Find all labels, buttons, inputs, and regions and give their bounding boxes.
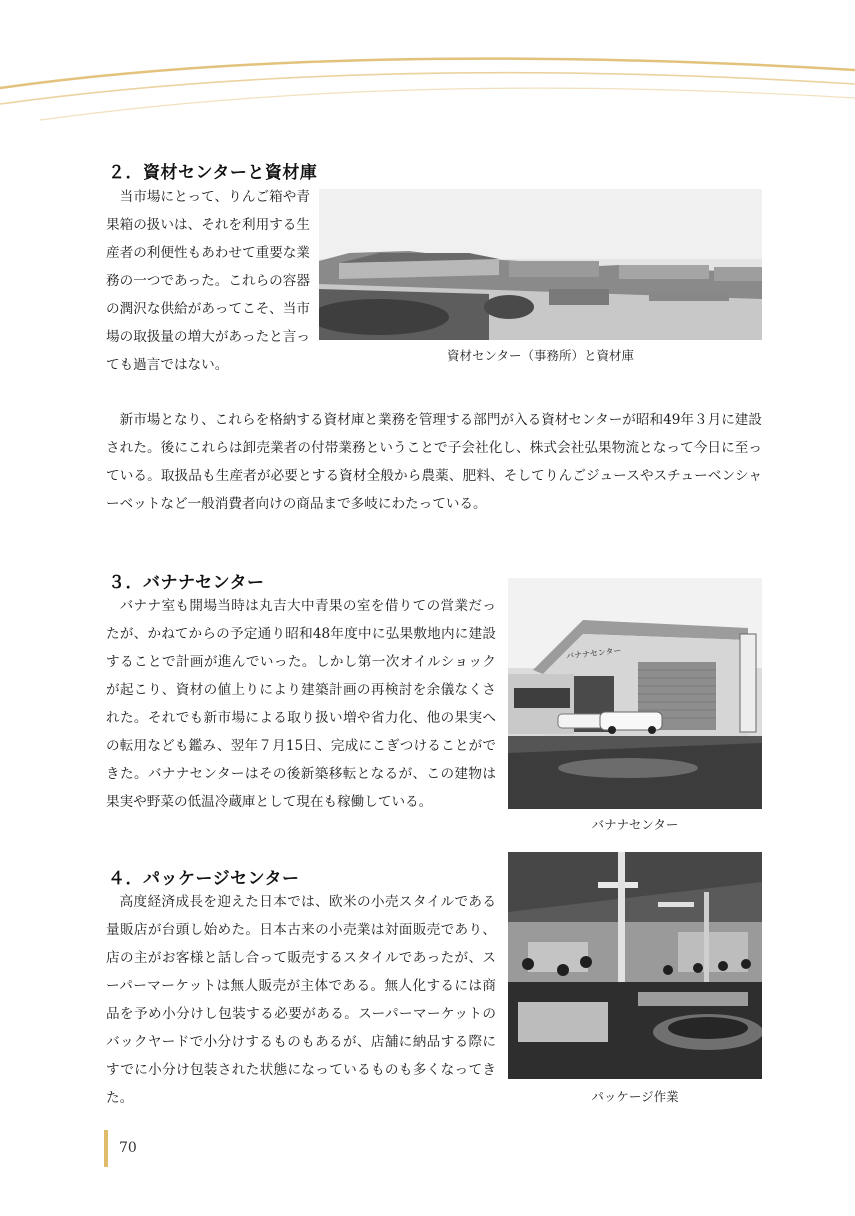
section-4-body-text <box>106 888 496 1112</box>
section-2-heading: ２．資材センターと資材庫 <box>108 163 318 183</box>
section-2-paragraph-2: 新市場となり、これらを格納する資材庫と業務を管理する部門が入る資材センターが昭和49年３月に建設された。後にこれらは卸売業者の付帯業務ということで子会社化し、株式会社弘果物流となって今日に至っている。取扱品も生産者が必要とする資材全般から農薬、肥料、そしてりんごジュースやスチューベンシャーベットなど一般消費者向けの商品まで多岐にわたっている。 <box>106 412 762 512</box>
page-number-bar <box>104 1130 108 1167</box>
materials-center-caption: 資材センター（事務所）と資材庫 <box>446 348 634 363</box>
section-4-paragraph-1: 高度経済成長を迎えた日本では、欧米の小売スタイルである量販店が台頭し始めた。日本古来の小売業は対面販売であり、店の主がお客様と話し合って販売するスタイルであったが、スーパーマーケットは無人販売が主体である。無人化するには商品を予め小分けし包装する必要がある。スーパーマーケットのバックヤードで小分けするものもあるが、店舗に納品する際にすでに小分け包装された状態になっているものも多くなってきた。 <box>106 894 496 1106</box>
header-swoosh-decoration <box>0 0 855 130</box>
section-2-body-text <box>106 406 762 518</box>
packaging-work-caption: パッケージ作業 <box>591 1089 679 1104</box>
section-3-paragraph-1: バナナ室も開場当時は丸吉大中青果の室を借りての営業だったが、かねてからの予定通り昭和48年度中に弘果敷地内に建設することで計画が進んでいった。しかし第一次オイルショックが起こり、資材の値上りにより建築計画の再検討を余儀なくされた。それでも新市場による取り扱い増や省力化、他の果実への転用なども鑑み、翌年７月15日、完成にこぎつけることができた。バナナセンターはその後新築移転となるが、この建物は果実や野菜の低温冷蔵庫として現在も稼働している。 <box>106 598 496 810</box>
section-2-intro-text <box>106 183 310 379</box>
page-number: 70 <box>119 1140 137 1156</box>
banana-center-caption: バナナセンター <box>591 817 679 832</box>
section-3-body-text <box>106 592 496 816</box>
section-2-paragraph-1: 当市場にとって、りんご箱や青果箱の扱いは、それを利用する生産者の利便性もあわせて重要な業務の一つであった。これらの容器の潤沢な供給があってこそ、当市場の取扱量の増大があったと言っても過言ではない。 <box>106 189 310 373</box>
banana-center-photo <box>508 578 762 809</box>
section-4-heading: ４．パッケージセンター <box>108 869 300 889</box>
banana-center-sign-text: バナナセンター <box>565 646 622 661</box>
section-3-heading: ３．バナナセンター <box>108 573 265 593</box>
materials-center-photo <box>319 189 762 340</box>
packaging-work-photo <box>508 852 762 1079</box>
